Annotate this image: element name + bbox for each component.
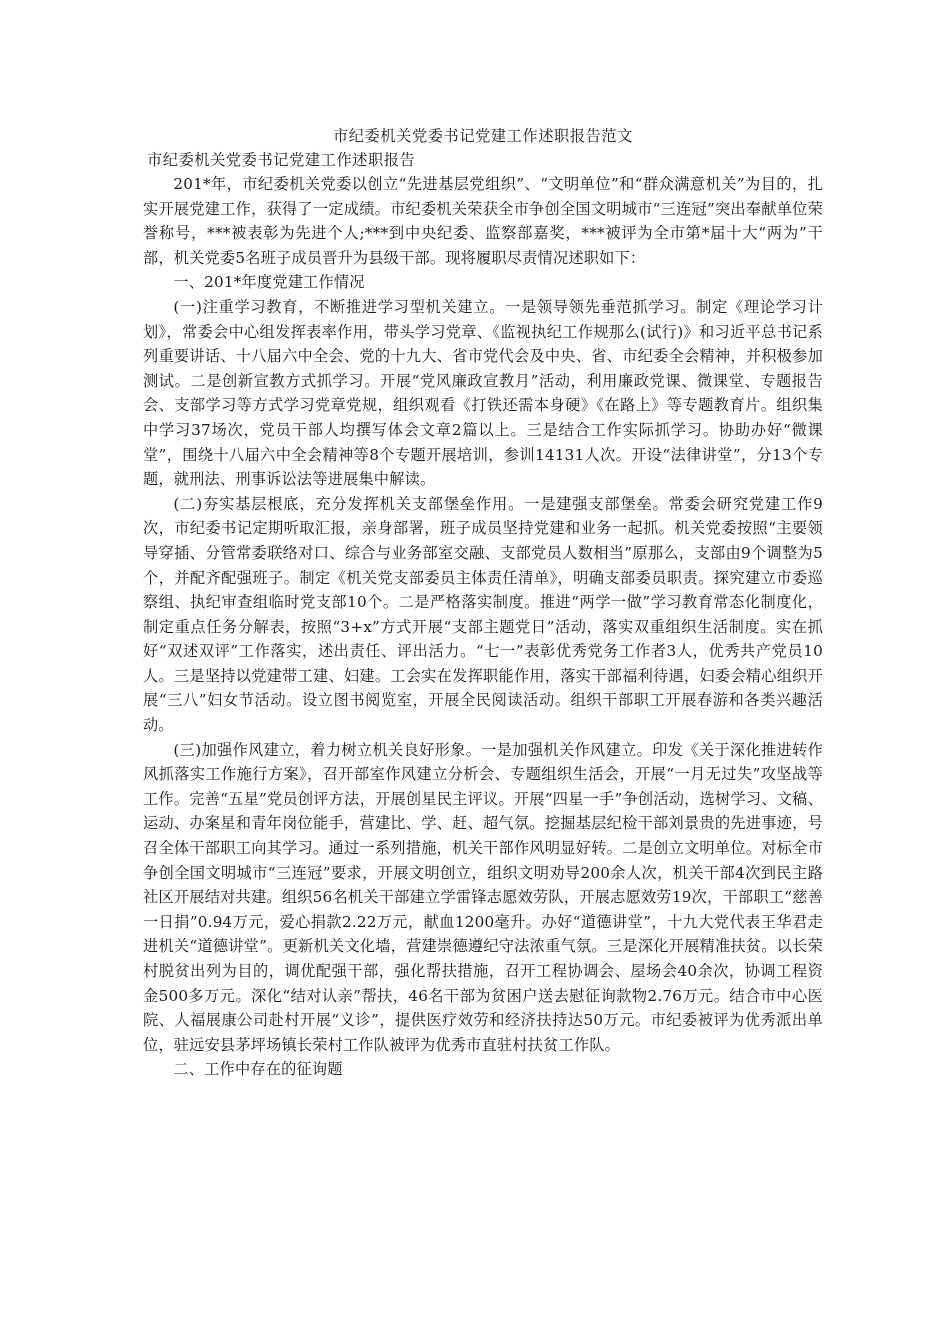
section-1-paragraph-2: (二)夯实基层根底，充分发挥机关支部堡垒作用。一是建强支部堡垒。常委会研究党建工作9次，市纪委书记定期听取汇报，亲身部署，班子成员坚持党建和业务一起抓。机关党委按照“主要领导穿插、分管常委联络对口、综合与业务部室交融、支部党员人数相当”原那么，支部由9个调整为5个，并配齐配强班子。制定《机关党支部委员主体责任清单》，明确支部委员职责。探究建立市委巡察组、执纪审查组临时党支部10个。二是严格落实制度。推进“两学一做”学习教育常态化制度化，制定重点任务分解表，按照“3+x”方式开展“支部主题党日”活动，落实双重组织生活制度。实在抓好“双述双评”工作落实，述出责任、评出活力。“七一”表彰优秀党务工作者3人，优秀共产党员10人。三是坚持以党建带工建、妇建。工会实在发挥职能作用，落实干部福利待遇，妇委会精心组织开展“三八”妇女节活动。设立图书阅览室，开展全民阅读活动。组织干部职工开展春游和各类兴趣活动。 (143, 494, 823, 735)
section-1-paragraph-3: (三)加强作风建立，着力树立机关良好形象。一是加强机关作风建立。印发《关于深化推进转作风抓落实工作施行方案》，召开部室作风建立分析会、专题组织生活会，开展“一月无过失”攻坚战等工作。完善“五星”党员创评方法，开展创星民主评议。开展“四星一手”争创活动，选树学习、文稿、运动、办案星和青年岗位能手，营建比、学、赶、超气氛。挖掘基层纪检干部刘景贵的先进事迹，号召全体干部职工向其学习。通过一系列措施，机关干部作风明显好转。二是创立文明单位。对标全市争创全国文明城市“三连冠”要求，开展文明创立，组织文明劝导200余人次，机关干部4次到民主路社区开展结对共建。组织56名机关干部建立学雷锋志愿效劳队，开展志愿效劳19次，干部职工“慈善一日捐”0.94万元，爱心捐款2.22万元，献血1200毫升。办好“道德讲堂”，十九大党代表王华君走进机关“道德讲堂”。更新机关文化墙，营建崇德遵纪守法浓重气氛。三是深化开展精准扶贫。以长荣村脱贫出列为目的，调优配强干部，强化帮扶措施，召开工程协调会、屋场会40余次，协调工程资金500多万元。深化“结对认亲”帮扶，46名干部为贫困户送去慰征询款物2.76万元。结合市中心医院、人福展康公司赴村开展“义诊”，提供医疗效劳和经济扶持达50万元。市纪委被评为优秀派出单位，驻远安县茅坪场镇长荣村工作队被评为优秀市直驻村扶贫工作队。 (143, 740, 823, 1054)
document-page (143, 124, 823, 1082)
document-title: 市纪委机关党委书记党建工作述职报告范文 (333, 127, 633, 145)
document-subtitle: 市纪委机关党委书记党建工作述职报告 (147, 151, 416, 169)
section-heading-2: 二、工作中存在的征询题 (173, 1060, 343, 1079)
intro-paragraph: 201*年，市纪委机关党委以创立“先进基层党组织”、“文明单位”和“群众满意机关”为目的，扎实开展党建工作，获得了一定成绩。市纪委机关荣获全市争创全国文明城市“三连冠”突出奉献单位荣誉称号，***被表彰为先进个人;***到中央纪委、监察部嘉奖，***被评为全市第*届十大“两为”干部，机关党委5名班子成员晋升为县级干部。现将履职尽责情况述职如下： (143, 175, 823, 267)
section-1-paragraph-1: (一)注重学习教育，不断推进学习型机关建立。一是领导领先垂范抓学习。制定《理论学习计划》，常委会中心组发挥表率作用，带头学习党章、《监视执纪工作规那么(试行)》和习近平总书记系列重要讲话、十八届六中全会、党的十九大、省市党代会及中央、省、市纪委全会精神，并积极参加测试。二是创新宣教方式抓学习。开展“党风廉政宣教月”活动，利用廉政党课、微课堂、专题报告会、支部学习等方式学习党章党规，组织观看《打铁还需本身硬》《在路上》等专题教育片。组织集中学习37场次，党员干部人均撰写体会文章2篇以上。三是结合工作实际抓学习。协助办好“微课堂”，围绕十八届六中全会精神等8个专题开展培训，参训14131人次。开设“法律讲堂”，分13个专题，就刑法、刑事诉讼法等进展集中解读。 (143, 297, 823, 489)
section-heading-1: 一、201*年度党建工作情况 (173, 273, 365, 292)
